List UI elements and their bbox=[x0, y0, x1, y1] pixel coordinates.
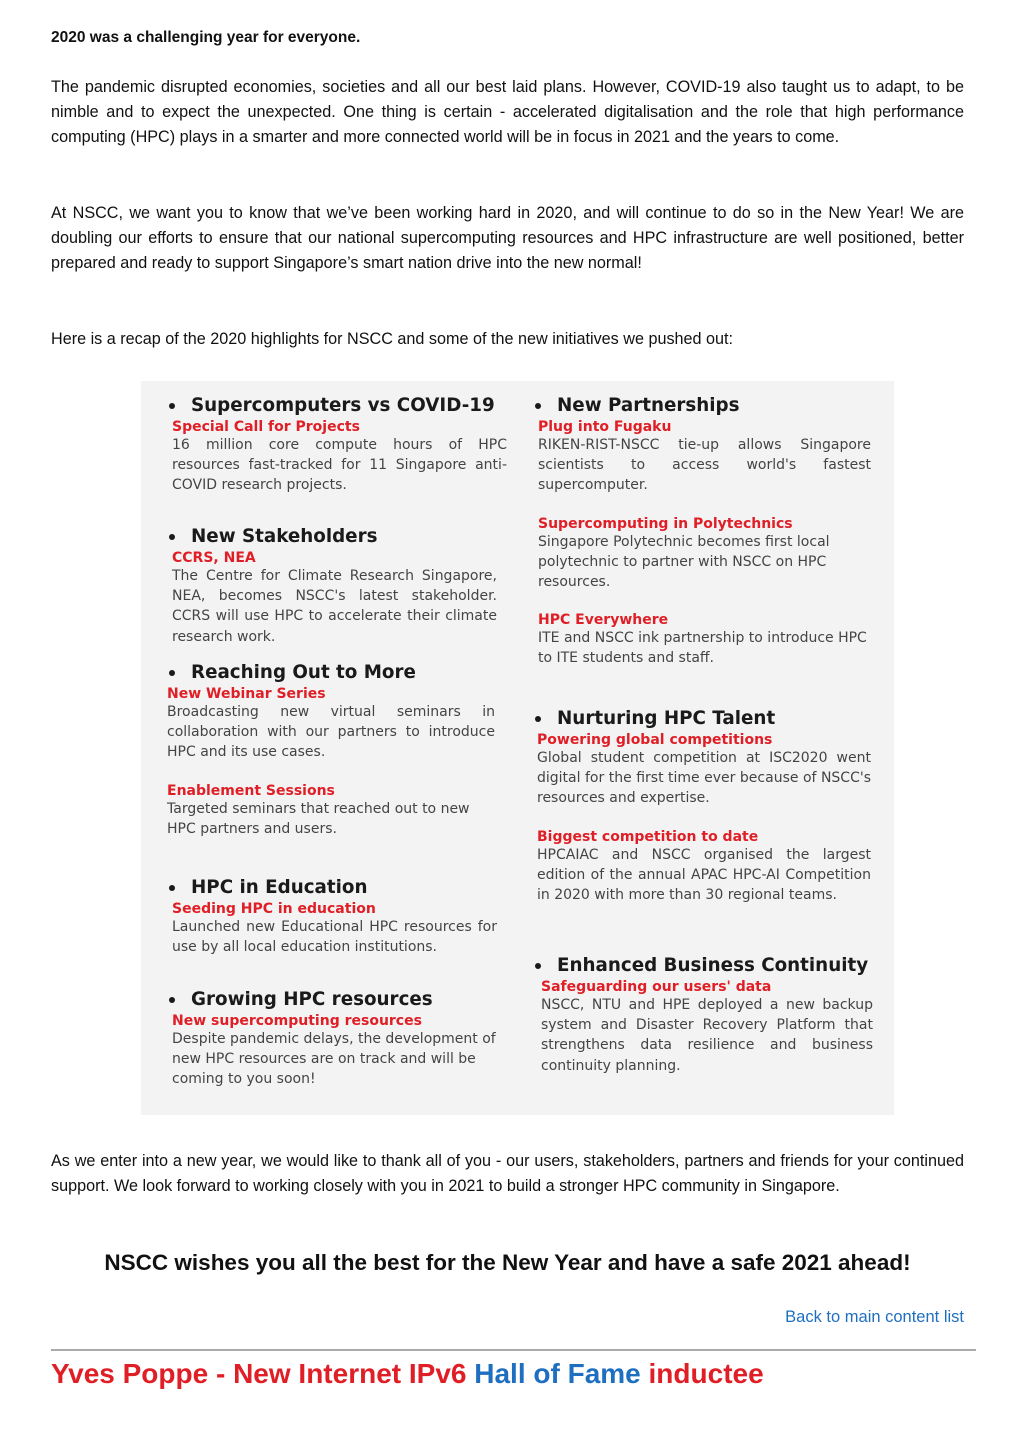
section-title: New Partnerships bbox=[557, 395, 740, 416]
item-body: Broadcasting new virtual seminars in collaboration with our partners to introduce HPC and its use cases. bbox=[167, 704, 495, 761]
bullet-icon bbox=[169, 403, 175, 409]
section-hpc-in-education bbox=[169, 877, 497, 957]
item-heading: New supercomputing resources bbox=[172, 1013, 422, 1029]
item-body: ITE and NSCC ink partnership to introduce HPC to ITE students and staff. bbox=[538, 630, 867, 667]
section-new-stakeholders bbox=[169, 526, 497, 647]
bullet-icon bbox=[169, 997, 175, 1003]
item-heading: New Webinar Series bbox=[167, 686, 326, 702]
item-body: Launched new Educational HPC resources for use by all local education institutions. bbox=[172, 919, 497, 956]
item-body: Singapore Polytechnic becomes first local polytechnic to partner with NSCC on HPC resources. bbox=[538, 533, 830, 591]
item-body: Global student competition at ISC2020 went digital for the first time ever because of NSCC's resources and expertise. bbox=[537, 750, 871, 807]
section-new-partnerships bbox=[535, 395, 871, 669]
item-body: Targeted seminars that reached out to new HPC partners and users. bbox=[167, 800, 470, 837]
item-body: RIKEN-RIST-NSCC tie-up allows Singapore scientists to access world's fastest supercomputer. bbox=[538, 437, 871, 494]
back-to-list-link[interactable]: Back to main content list bbox=[785, 1308, 964, 1326]
section-supercomputers-vs-covid bbox=[169, 395, 507, 496]
item-heading: Biggest competition to date bbox=[537, 828, 759, 845]
title-part-1: Yves Poppe - New Internet IPv6 bbox=[51, 1358, 475, 1389]
next-article-title bbox=[51, 1358, 764, 1390]
bullet-icon bbox=[535, 963, 541, 969]
bullet-icon bbox=[535, 716, 541, 722]
closing-paragraph: As we enter into a new year, we would like to thank all of you - our users, stakeholders, partners and friends for your continued support. We look forward to working closely with you in 2021 to build a stronger HPC community in Singapore. bbox=[51, 1152, 964, 1195]
item-heading: CCRS, NEA bbox=[172, 550, 256, 566]
intro-paragraph-1: The pandemic disrupted economies, societies and all our best laid plans. However, COVID-19 also taught us to adapt, to be nimble and to expect the unexpected. One thing is certain - accelerated digitalisation and the role that high performance computing (HPC) plays in a smarter and more connected world will be in focus in 2021 and the years to come. bbox=[51, 78, 964, 146]
section-nurturing-hpc-talent bbox=[535, 708, 871, 905]
item-body: 16 million core compute hours of HPC resources fast-tracked for 11 Singapore anti-COVID research projects. bbox=[172, 437, 507, 494]
highlights-panel bbox=[141, 381, 894, 1115]
item-heading: Powering global competitions bbox=[537, 732, 773, 748]
item-body: NSCC, NTU and HPE deployed a new backup system and Disaster Recovery Platform that strengthens data resilience and business continuity planning. bbox=[541, 997, 873, 1074]
section-growing-hpc bbox=[169, 989, 503, 1090]
section-reaching-out bbox=[169, 662, 495, 839]
section-title: Growing HPC resources bbox=[191, 989, 433, 1010]
item-body: The Centre for Climate Research Singapore, NEA, becomes NSCC's latest stakeholder. CCRS will use HPC to accelerate their climate research work. bbox=[172, 568, 497, 645]
section-title: Supercomputers vs COVID-19 bbox=[191, 395, 495, 416]
lead-heading: 2020 was a challenging year for everyone. bbox=[51, 29, 361, 46]
section-title: HPC in Education bbox=[191, 877, 368, 898]
bullet-icon bbox=[535, 403, 541, 409]
item-heading: Plug into Fugaku bbox=[538, 419, 672, 435]
new-year-wish: NSCC wishes you all the best for the New Year and have a safe 2021 ahead! bbox=[104, 1250, 911, 1275]
bullet-icon bbox=[169, 534, 175, 540]
title-part-3: inductee bbox=[640, 1358, 764, 1389]
item-heading: HPC Everywhere bbox=[538, 612, 669, 629]
section-title: New Stakeholders bbox=[191, 526, 378, 547]
item-heading: Special Call for Projects bbox=[172, 419, 360, 435]
item-heading: Seeding HPC in education bbox=[172, 901, 376, 917]
bullet-icon bbox=[169, 885, 175, 891]
item-heading: Enablement Sessions bbox=[167, 782, 335, 799]
item-body: Despite pandemic delays, the development of new HPC resources are on track and will be coming to you soon! bbox=[172, 1031, 496, 1088]
title-part-2: Hall of Fame bbox=[474, 1358, 641, 1389]
item-body: HPCAIAC and NSCC organised the largest edition of the annual APAC HPC-AI Competition in 2020 with more than 30 regional teams. bbox=[537, 846, 871, 904]
item-heading: Supercomputing in Polytechnics bbox=[538, 515, 793, 532]
bullet-icon bbox=[169, 670, 175, 676]
section-title: Nurturing HPC Talent bbox=[557, 708, 776, 729]
item-heading: Safeguarding our users' data bbox=[541, 979, 772, 995]
section-title: Reaching Out to More bbox=[191, 662, 416, 683]
intro-paragraph-3: Here is a recap of the 2020 highlights for NSCC and some of the new initiatives we pushed out: bbox=[51, 330, 734, 348]
section-title: Enhanced Business Continuity bbox=[557, 955, 869, 976]
section-business-continuity bbox=[535, 955, 873, 1076]
intro-paragraph-2: At NSCC, we want you to know that we’ve been working hard in 2020, and will continue to do so in the New Year! We are doubling our efforts to ensure that our national supercomputing resources and HPC infrastructure are well positioned, better prepared and ready to support Singapore’s smart nation drive into the new normal! bbox=[51, 204, 964, 272]
divider bbox=[51, 1349, 976, 1351]
